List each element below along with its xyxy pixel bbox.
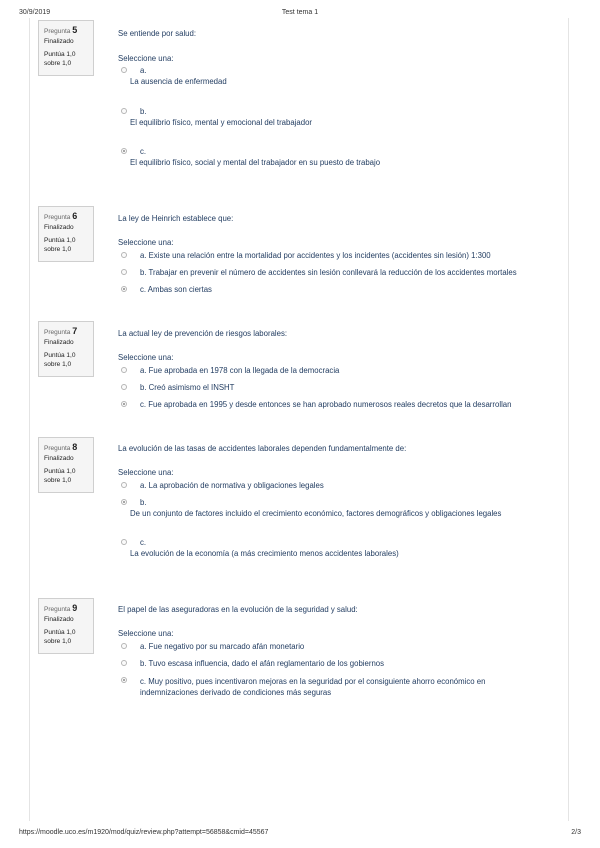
page-title: Test tema 1	[281, 9, 319, 16]
question-state: Finalizado	[44, 616, 74, 623]
radio-button-selected[interactable]	[121, 286, 127, 292]
grade-line-1: Puntúa 1,0	[44, 237, 76, 244]
option-text: a. Fue aprobada en 1978 con la llegada de la democracia	[140, 366, 340, 375]
question-text: Se entiende por salud:	[118, 29, 197, 38]
question-info-5	[38, 20, 94, 76]
question-text: El papel de las aseguradoras en la evolución de la seguridad y salud:	[118, 605, 358, 614]
question-text: La evolución de las tasas de accidentes laborales dependen fundamentalmente de:	[118, 444, 407, 453]
content-frame	[29, 18, 569, 821]
radio-button[interactable]	[121, 482, 127, 488]
select-prompt: Seleccione una:	[118, 468, 174, 477]
question-number: 5	[72, 25, 78, 35]
select-prompt: Seleccione una:	[118, 238, 174, 247]
option-text: De un conjunto de factores incluido el crecimiento económico, factores demográficos y obligaciones legales	[130, 509, 502, 518]
radio-button-selected[interactable]	[121, 677, 127, 683]
option-letter: b.	[140, 498, 147, 507]
question-label: Pregunta	[44, 329, 71, 336]
question-number: 6	[72, 211, 78, 221]
question-state: Finalizado	[44, 455, 74, 462]
question-number: 8	[72, 442, 78, 452]
radio-button[interactable]	[121, 643, 127, 649]
question-label: Pregunta	[44, 606, 71, 613]
grade-line-1: Puntúa 1,0	[44, 629, 76, 636]
question-number: 9	[72, 603, 78, 613]
option-text: c. Ambas son ciertas	[140, 285, 212, 294]
grade-line-1: Puntúa 1,0	[44, 468, 76, 475]
question-info-7	[38, 321, 94, 377]
option-text: b. Tuvo escasa influencia, dado el afán reglamentario de los gobiernos	[140, 659, 385, 668]
grade-line-2: sobre 1,0	[44, 477, 72, 484]
radio-button-selected[interactable]	[121, 401, 127, 407]
question-state: Finalizado	[44, 38, 74, 45]
radio-button[interactable]	[121, 67, 127, 73]
question-number: 7	[72, 326, 78, 336]
grade-line-1: Puntúa 1,0	[44, 352, 76, 359]
option-text: c. Fue aprobada en 1995 y desde entonces se han aprobado numerosos reales decretos que la desarrollan	[140, 400, 512, 409]
option-letter: a.	[140, 66, 147, 75]
radio-button[interactable]	[121, 252, 127, 258]
option-text: c. Muy positivo, pues incentivaron mejoras en la seguridad por el consiguiente ahorro económico en indemnizaciones derivado de condiciones más seguras	[140, 677, 486, 697]
option-text: La ausencia de enfermedad	[130, 77, 227, 86]
question-label: Pregunta	[44, 28, 71, 35]
grade-line-2: sobre 1,0	[44, 246, 72, 253]
question-text: La ley de Heinrich establece que:	[118, 214, 234, 223]
option-text: La evolución de la economía (a más crecimiento menos accidentes laborales)	[130, 549, 399, 558]
option-text: b. Creó asimismo el INSHT	[140, 383, 235, 392]
radio-button-selected[interactable]	[121, 499, 127, 505]
radio-button[interactable]	[121, 269, 127, 275]
option-letter: c.	[140, 147, 147, 156]
question-info-9	[38, 598, 94, 654]
select-prompt: Seleccione una:	[118, 353, 174, 362]
radio-button[interactable]	[121, 367, 127, 373]
grade-line-2: sobre 1,0	[44, 60, 72, 67]
option-text: a. Fue negativo por su marcado afán monetario	[140, 642, 305, 651]
select-prompt: Seleccione una:	[118, 629, 174, 638]
option-letter: b.	[140, 107, 147, 116]
radio-button[interactable]	[121, 539, 127, 545]
question-state: Finalizado	[44, 339, 74, 346]
radio-button[interactable]	[121, 384, 127, 390]
question-label: Pregunta	[44, 445, 71, 452]
question-info-8	[38, 437, 94, 493]
grade-line-2: sobre 1,0	[44, 638, 72, 645]
grade-line-1: Puntúa 1,0	[44, 51, 76, 58]
option-text: b. Trabajar en prevenir el número de accidentes sin lesión conllevará la reducción de los accidentes mortales	[140, 268, 517, 277]
question-info-6	[38, 206, 94, 262]
page-url: https://moodle.uco.es/m1920/mod/quiz/review.php?attempt=56858&cmid=45567	[19, 829, 269, 836]
question-text: La actual ley de prevención de riesgos laborales:	[118, 329, 288, 338]
option-letter: c.	[140, 538, 147, 547]
question-label: Pregunta	[44, 214, 71, 221]
question-state: Finalizado	[44, 224, 74, 231]
radio-button[interactable]	[121, 108, 127, 114]
print-date: 30/9/2019	[19, 9, 51, 16]
option-text: a. La aprobación de normativa y obligaciones legales	[140, 481, 324, 490]
option-text: El equilibrio físico, social y mental del trabajador en su puesto de trabajo	[130, 158, 381, 167]
select-prompt: Seleccione una:	[118, 54, 174, 63]
option-text: El equilibrio físico, mental y emocional del trabajador	[130, 118, 313, 127]
radio-button[interactable]	[121, 660, 127, 666]
option-text: a. Existe una relación entre la mortalidad por accidentes y los incidentes (accidentes sin lesión) 1:300	[140, 251, 491, 260]
grade-line-2: sobre 1,0	[44, 361, 72, 368]
page-number: 2/3	[571, 829, 581, 836]
radio-button-selected[interactable]	[121, 148, 127, 154]
